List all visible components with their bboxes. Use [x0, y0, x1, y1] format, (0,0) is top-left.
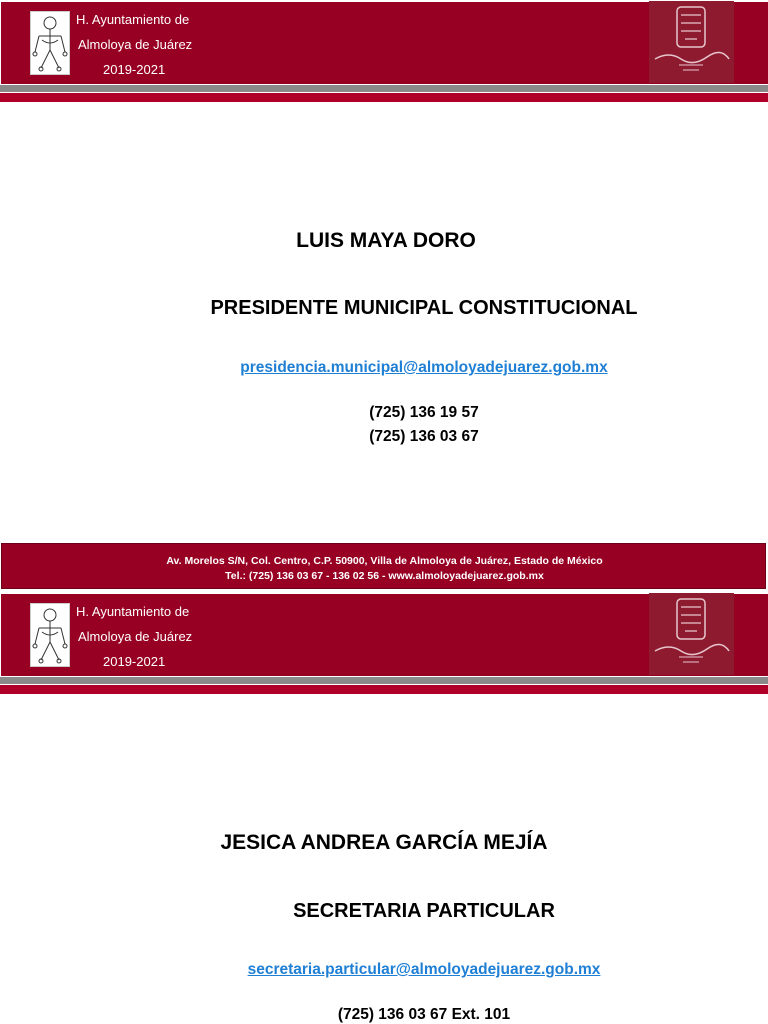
header-title-line1: H. Ayuntamiento de: [76, 12, 190, 27]
header-title-line2: Almoloya de Juárez: [78, 37, 193, 52]
official-name: LUIS MAYA DORO: [296, 229, 476, 252]
footer-contact: Tel.: (725) 136 03 67 - 136 02 56 - www.almoloyadejuarez.gob.mx: [225, 570, 544, 582]
official-title: SECRETARIA PARTICULAR: [293, 900, 555, 922]
official-title: PRESIDENTE MUNICIPAL CONSTITUCIONAL: [210, 297, 638, 319]
header-red-stripe: [0, 93, 768, 102]
page-header: [0, 0, 768, 104]
official-email-link[interactable]: presidencia.municipal@almoloyadejuarez.gob.mx: [240, 359, 608, 376]
header-title-line1: H. Ayuntamiento de: [76, 604, 190, 619]
header-gray-stripe: [0, 677, 768, 684]
email-container: [0, 359, 768, 377]
official-phone-2: (725) 136 03 67: [369, 428, 479, 445]
official-name: JESICA ANDREA GARCÍA MEJÍA: [220, 831, 548, 854]
municipal-figure-logo-icon: [30, 603, 70, 667]
municipal-crest-icon: [649, 1, 734, 83]
header-period: 2019-2021: [103, 62, 166, 77]
page-footer: [1, 543, 766, 589]
email-container: [0, 961, 768, 979]
header-gray-stripe: [0, 85, 768, 92]
official-email-link[interactable]: secretaria.particular@almoloyadejuarez.gob.mx: [247, 961, 601, 978]
header-title-line2: Almoloya de Juárez: [78, 629, 193, 644]
page-header: [0, 592, 768, 696]
header-red-stripe: [0, 685, 768, 694]
footer-address: Av. Morelos S/N, Col. Centro, C.P. 50900, Villa de Almoloya de Juárez, Estado de México: [166, 555, 603, 567]
municipal-figure-logo-icon: [30, 11, 70, 75]
header-period: 2019-2021: [103, 654, 166, 669]
official-phone-1: (725) 136 19 57: [369, 404, 479, 421]
official-phone-1: (725) 136 03 67 Ext. 101: [337, 1006, 511, 1023]
municipal-crest-icon: [649, 593, 734, 675]
